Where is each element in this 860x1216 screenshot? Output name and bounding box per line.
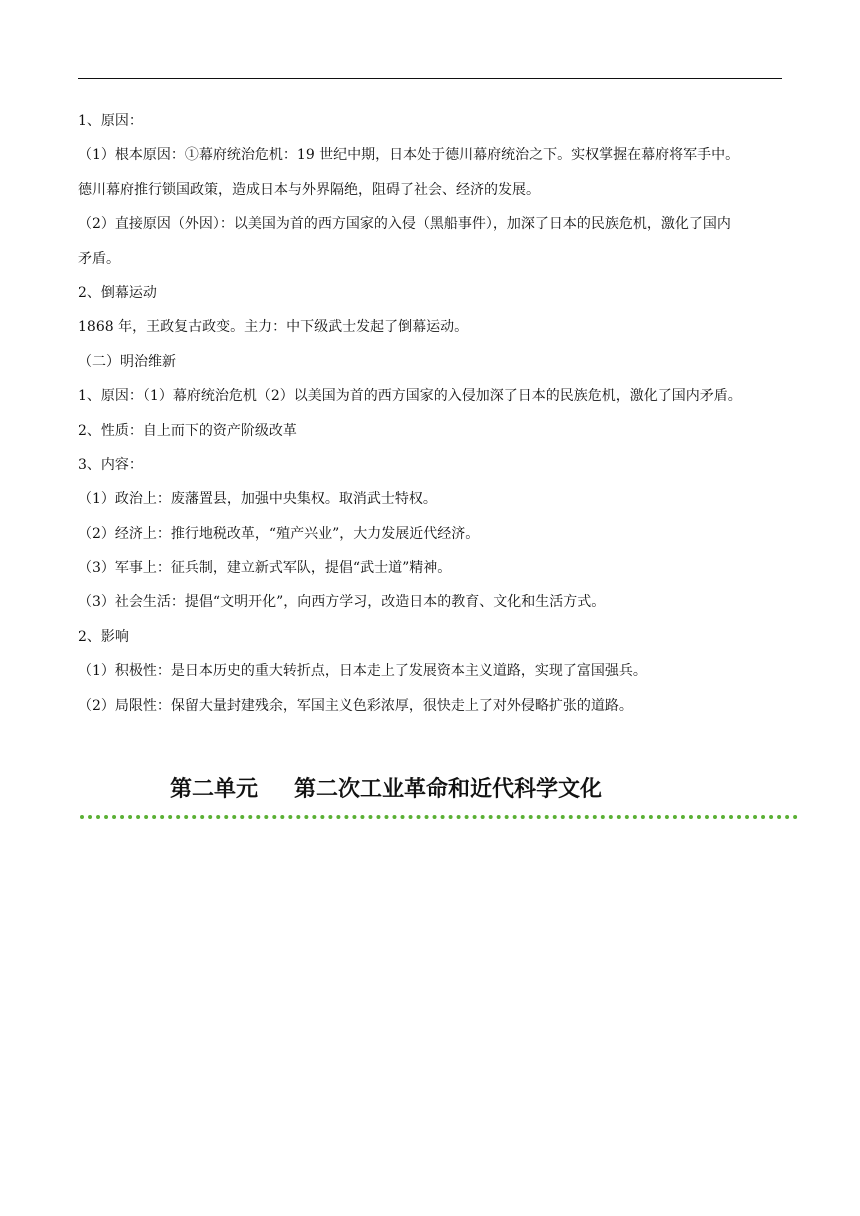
text-line: 1868 年，王政复古政变。主力：中下级武士发起了倒幕运动。 (78, 319, 469, 336)
text-line: 3、内容： (78, 456, 143, 473)
text-line: 2、影响 (78, 628, 129, 645)
text-line: （1）根本原因：①幕府统治危机：19 世纪中期，日本处于德川幕府统治之下。实权掌握在幕府将军手中。 (78, 147, 740, 164)
text-line: （2）局限性：保留大量封建残余，军国主义色彩浓厚，很快走上了对外侵略扩张的道路。 (78, 697, 633, 714)
dotted-divider (80, 815, 798, 819)
header-rule (78, 78, 782, 79)
text-line: （3）社会生活：提倡“文明开化”，向西方学习，改造日本的教育、文化和生活方式。 (78, 594, 606, 611)
unit-title-text: 第二次工业革命和近代科学文化 (294, 777, 603, 802)
document-body (78, 104, 788, 723)
text-line: 1、原因：（1）幕府统治危机（2）以美国为首的西方国家的入侵加深了日本的民族危机，激化了国内矛盾。 (78, 388, 742, 405)
unit-heading (170, 772, 602, 808)
unit-number: 第二单元 (170, 777, 259, 802)
text-line: 1、原因： (78, 113, 143, 129)
text-line: （二）明治维新 (78, 353, 176, 370)
text-line: 2、倒幕运动 (78, 284, 157, 301)
text-line: （1）政治上：废藩置县，加强中央集权。取消武士特权。 (78, 491, 437, 508)
text-line: 2、性质：自上而下的资产阶级改革 (78, 422, 297, 439)
text-line: （1）积极性：是日本历史的重大转折点，日本走上了发展资本主义道路，实现了富国强兵。 (78, 663, 647, 680)
text-line: （2）直接原因（外因）：以美国为首的西方国家的入侵（黑船事件），加深了日本的民族危机，激化了国内 (78, 216, 731, 233)
text-line: （2）经济上：推行地税改革，“殖产兴业”，大力发展近代经济。 (78, 525, 480, 542)
text-line: （3）军事上：征兵制，建立新式军队，提倡“武士道”精神。 (78, 560, 452, 577)
text-line: 德川幕府推行锁国政策，造成日本与外界隔绝，阻碍了社会、经济的发展。 (78, 181, 540, 198)
text-line: 矛盾。 (78, 250, 120, 267)
